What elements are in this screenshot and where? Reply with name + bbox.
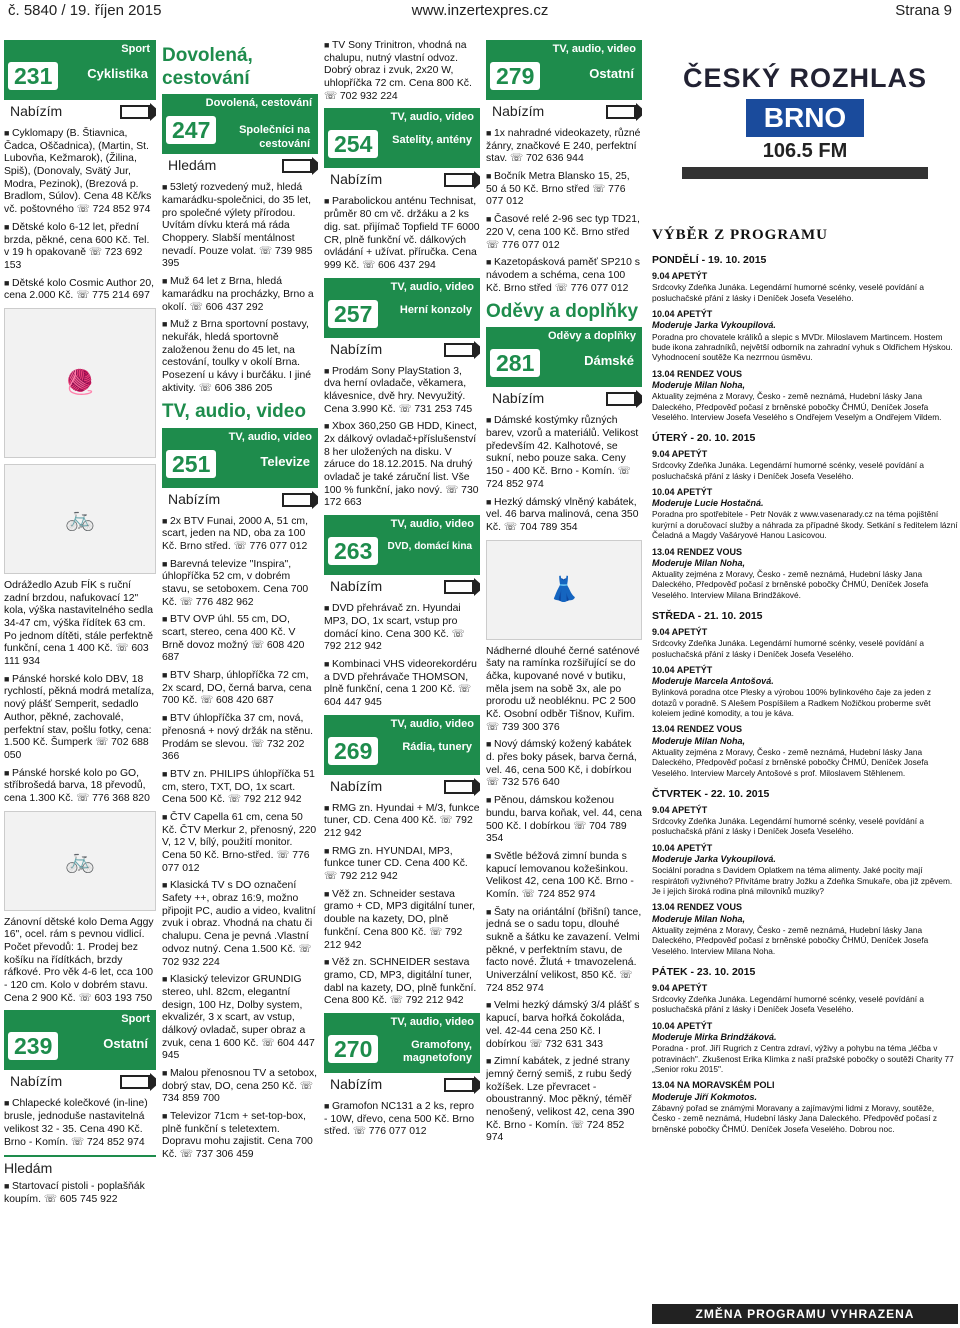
section-number: 270	[328, 1035, 378, 1063]
balance-bike-image: 🚲	[4, 464, 156, 574]
section-bar-label: Nabízím	[10, 1073, 63, 1090]
program-desc: Srdcovky Zdeňka Junáka. Legendární humorné scénky, veselé povídání a posluchačská přání z lásky i Deníček Josefa Veselého.	[652, 460, 924, 481]
program-moderator: Moderuje Milan Noha,	[652, 913, 746, 924]
ad-item: ■ Pánské horské kolo po GO, stříbrošedá barva, 18 převodů, cena 1.300 Kč. ☏ 776 368 820	[4, 768, 156, 806]
ad-item: ■ Pánské horské kolo DBV, 18 rychlostí, pěkná modrá metalíza, nový plášť Semperit, sedadlo Author, pěkné, zachovalé, perfektní stav, pošlu fotky, cena: 1.500 Kč. Šumperk ☏ 702 688 050	[4, 674, 156, 763]
ad-item: ■ Klasická TV s DO označení Safety ++, obraz 16:9, možno připojit PC, audio a video, kvalitní zvuk i obraz. Vhodná na chatu či chalupu. Cena je pevná .Vlastní odvoz nutný. Cena 1.500 Kč. ☏ 702 932 224	[162, 880, 318, 969]
ad-item: ■ Hezký dámský vlněný kabátek, vel. 46 barva malinová, cena 350 Kč. ☏ 704 789 354	[486, 497, 642, 535]
ad-item: ■ BTV Sharp, úhlopříčka 72 cm, 2x scard, DO, černá barva, cena 700 Kč. ☏ 608 420 687	[162, 670, 318, 708]
program-time: 13.04 RENDEZ VOUS	[652, 546, 743, 557]
program-day: ČTVRTEK - 22. 10. 2015	[652, 788, 770, 801]
program-time: 9.04 APETÝT	[652, 626, 708, 637]
arrow-right-icon	[444, 173, 474, 187]
program-moderator: Moderuje Milan Noha,	[652, 735, 746, 746]
ad-item: ■ Zimní kabátek, z jedné strany jemný černý semiš, z rubu šedý kožíšek. Lze převracet - oboustranný. Moc pěkný, téměř nenošený, velikost 42, cena 390 Kč. Brno - Komín. ☏ 724 852 974	[486, 1056, 642, 1145]
ad-item: ■ Časové relé 2-96 sec typ TD21, 220 V, cena 100 Kč. Brno střed ☏ 776 077 012	[486, 214, 642, 252]
section-subtitle: Televize	[260, 453, 310, 469]
ad-item: ■ Televizor 71cm + set-top-box, plně funkční s teletextem. Dopravu mohu zajistit. Cena 700 Kč. ☏ 737 306 459	[162, 1111, 318, 1162]
section-bar-label: Nabízím	[492, 103, 545, 119]
program-desc: Srdcovky Zdeňka Junáka. Legendární humorné scénky, veselé povídání a posluchačské přání z lásky i Deníček Josefa Veselého.	[652, 282, 924, 303]
section-239	[4, 1010, 156, 1092]
section-bar	[324, 1071, 480, 1095]
program-time: 10.04 APETÝT	[652, 309, 713, 320]
program-desc: Aktuality zejména z Moravy, Česko - země neznámá, Hudební lásky Jana Daleckého, Předpověď počasí z brněnské pobočky ČHMÚ, Deníček Josefa Veselého. Interview Josefa Veselého s Ondřejem Veselým a Ondřejem Vildem.	[652, 391, 942, 422]
section-subtitle: Herní konzoly	[399, 303, 472, 316]
program-time: 13.04 NA MORAVSKÉM POLI	[652, 1080, 775, 1091]
section-bar	[324, 573, 480, 597]
category-heading: Dovolená, cestování	[162, 45, 253, 90]
section-bar	[324, 336, 480, 360]
section-bar	[324, 773, 480, 797]
section-bar	[324, 166, 480, 190]
section-category: TV, audio, video	[552, 43, 636, 55]
section-bar	[486, 385, 642, 409]
section-bar-label: Nabízím	[168, 490, 221, 507]
ad-item: ■ Malou přenosnou TV a setobox, dobrý stav, DO, cena 250 Kč. ☏ 734 859 700	[162, 1068, 318, 1106]
column-3	[324, 40, 480, 1144]
ad-item: Nádherné dlouhé černé saténové šaty na ramínka rozšiřující se do áčka, kupované nové v butiku, měla jsem na sobě 3x, ale po prorodu už neobléknu. PC 2 500 Kč. Osobní odběr Tišnov, Kuřim. ☏ 739 300 376	[486, 645, 640, 733]
section-category: Oděvy a doplňky	[547, 330, 636, 343]
section-subtitle: Gramofony, magnetofony	[402, 1038, 472, 1065]
ad-item: ■ BTV zn. PHILIPS úhlopříčka 51 cm, stero, TXT, DO, 1x scart. Cena 500 Kč. ☏ 792 212 942	[162, 769, 318, 807]
program-item	[652, 1021, 958, 1075]
ad-item: ■ Muž z Brna sportovní postavy, nekuřák, hledá sportovně založenou ženu do 45 let, na cestování, toulky v okolí Brna. Posezení u kávy i burčáku. I jiné aktivity. ☏ 606 386 205	[162, 319, 318, 395]
ad-item: ■ Cyklomapy (B. Štiavnica, Čadca, Oščadnica), (Martin, St. Lubovňa, Kežmarok), (Žilina, Spiš), (Donovaly, Svätý Jur, Modra, Pezinok), (Brezová p. Bradlom, Súlov). Cena 48 Kč/ks vč. poštovného ☏ 724 852 974	[4, 128, 156, 217]
program-desc: Aktuality zejména z Moravy, Česko - země neznámá, Hudební lásky Jana Daleckého, Předpověď počasí z brněnské pobočky ČHMÚ, Deníček Josefa Veselého. Interview Milana Brindžákové.	[652, 569, 929, 600]
section-269	[324, 715, 480, 797]
ad-item: ■ Dětské kolo 6-12 let, přední brzda, pěkné, cena 600 Kč. Tel. v 19 h opakovaně ☏ 723 692 153	[4, 222, 156, 273]
section-subtitle: Dámské	[584, 353, 634, 369]
ad-item: ■ Barevná televize "Inspira", úhlopříčka 52 cm, v dobrém stavu, se setoboxem. Cena 700 Kč. ☏ 776 482 962	[162, 559, 318, 610]
ad-item: ■ 2x BTV Funai, 2000 A, 51 cm, scart, jeden na ND, oba za 100 Kč. Brno střed. ☏ 776 077 012	[162, 516, 318, 554]
section-bar-label: Nabízím	[330, 578, 383, 595]
ad-item: ■ Dámské kostýmky různých barev, vzorů a materiálů. Velikost především 42. Kalhotové, se sukní, nebo pouze saka. Ceny 150 - 400 Kč. Brno - Komín. ☏ 724 852 974	[486, 415, 642, 491]
site-url[interactable]: www.inzertexpres.cz	[411, 1, 549, 19]
program-moderator: Moderuje Jarka Vykoupilová.	[652, 320, 776, 331]
page-number: Strana 9	[895, 1, 952, 19]
section-number: 257	[328, 300, 378, 328]
arrow-right-icon	[444, 780, 474, 794]
section-category: TV, audio, video	[390, 717, 474, 730]
program-day: STŘEDA - 21. 10. 2015	[652, 610, 763, 623]
ad-item: ■ BTV úhlopříčka 37 cm, nová, přenosná + nový držák na stěnu. Prodám se slevou. ☏ 732 202 366	[162, 713, 318, 764]
ad-item: ■ Klasický televizor GRUNDIG stereo, uhl. 82cm, elegantní design, 100 Hz, Dolby system, ekvalizér, 3 x scart, av vstup, dálkový ovladač, super obraz a zvuk, cena 1 600 Kč. ☏ 604 447 945	[162, 974, 318, 1063]
program-footer: ZMĚNA PROGRAMU VYHRAZENA	[652, 1304, 958, 1324]
ad-item: ■ Dětské kolo Cosmic Author 20, cena 2.000 Kč. ☏ 775 214 697	[4, 278, 156, 303]
section-category: TV, audio, video	[228, 430, 312, 443]
ad-item: ■ Šaty na oriántální (břišní) tance, jedná se o sadu topu, dlouhé sukně a šátku ke zavazení. Velmi pěkné, v perfektním stavu, de facto nové. Žlutá + tmavozelená. Univerzální velikost, 850 Kč. ☏ 724 852 974	[486, 907, 642, 996]
column-1	[4, 40, 156, 1212]
radio-program	[652, 40, 958, 1140]
kids-bike-image: 🚲	[4, 811, 156, 911]
program-time: 10.04 APETÝT	[652, 486, 713, 497]
section-bar-label: Nabízím	[330, 1075, 383, 1092]
program-desc: Srdcovky Zdeňka Junáka. Legendární humorné scénky, veselé povídání a posluchačská přání z lásky i Deníček Josefa Veselého.	[652, 638, 924, 659]
section-number: 269	[328, 737, 378, 765]
ad-item: ■ Nový dámský kožený kabátek d. přes boky pásek, barva černá, vel. 46, cena 500 Kč, i dobírkou ☏ 732 576 640	[486, 739, 642, 790]
program-item	[652, 983, 958, 1015]
section-number: 247	[166, 116, 216, 144]
program-time: 13.04 RENDEZ VOUS	[652, 902, 743, 913]
section-number: 231	[8, 62, 58, 90]
program-desc: Aktuality zejména z Moravy, Česko - země neznámá, Hudební lásky Jana Daleckého, Předpověď počasí z brněnské pobočky ČHMÚ, Deníček Josefa Veselého. Interview Marcely Antošové s prof. Miloslavem Stěhlenem.	[652, 746, 929, 778]
section-subtitle: DVD, domácí kina	[387, 541, 472, 553]
radio-logo	[652, 62, 958, 212]
program-time: 10.04 APETÝT	[652, 842, 713, 853]
section-number: 279	[490, 62, 540, 90]
column-4	[486, 40, 642, 1150]
section-subtitle: Ostatní	[589, 66, 634, 81]
ad-item: ■ Pěnou, dámskou koženou bundu, barva koňak, vel. 44, cena 500 Kč. I dobírkou ☏ 704 789 354	[486, 795, 642, 846]
yarn-image: 🧶	[4, 308, 156, 458]
section-category: TV, audio, video	[390, 280, 474, 293]
radio-city: BRNO	[746, 99, 864, 137]
program-item	[652, 309, 958, 363]
ad-item: ■ Startovací pistoli - poplašňák koupím. ☏ 605 745 922	[4, 1181, 156, 1206]
program-time: 9.04 APETÝT	[652, 982, 708, 993]
ad-item: ■ Chlapecké kolečkové (in-line) brusle, jednoduše nastavitelná velikost 32 - 35. Cena 490 Kč. Brno - Komín. ☏ 724 852 974	[4, 1098, 156, 1149]
frequency-strip	[682, 167, 928, 179]
page-header	[0, 0, 960, 22]
program-day: PÁTEK - 23. 10. 2015	[652, 965, 756, 978]
section-bar-label: Nabízím	[10, 103, 63, 119]
program-desc: Srdcovky Zdeňka Junáka. Legendární humorné scénky, veselé povídání a posluchačská přání z lásky i Deníček Josefa Veselého.	[652, 994, 924, 1015]
ad-item: ■ Věž zn. SCHNEIDER sestava gramo, CD, MP3, digitální tuner, dabl na kazety, DO, plně funkční. Cena 800 Kč. ☏ 792 212 942	[324, 957, 480, 1008]
section-subtitle: Společníci na cestování	[239, 124, 310, 150]
section-bar	[486, 98, 642, 122]
program-item	[652, 369, 958, 423]
program-desc: Srdcovky Zdeňka Junáka. Legendární humorné scénky, veselé povídání a posluchačská přání z lásky i Deníček Josefa Veselého.	[652, 816, 924, 837]
ad-item: ■ ČTV Capella 61 cm, cena 50 Kč. ČTV Merkur 2, přenosný, 220 V, 12 V, bílý, použití monitor. Cena 50 Kč. Brno-střed. ☏ 776 077 012	[162, 812, 318, 875]
program-desc: Poradna pro chovatele králíků a slepic s MVDr. Miloslavem Martincem. Hostem bude ikona zahradníků, největší odborník na zahradní vyhuk s Oldřichem Hýskou. Vyhodnocení soutěže Ka nezrrnou úsměvu.	[652, 331, 953, 363]
program-time: 9.04 APETÝT	[652, 271, 708, 282]
program-moderator: Moderuje Milan Noha,	[652, 379, 746, 390]
arrow-right-icon	[444, 580, 474, 594]
arrow-right-icon	[606, 105, 636, 119]
arrow-right-icon	[444, 1078, 474, 1092]
section-number: 281	[490, 349, 540, 377]
section-bar	[162, 152, 318, 176]
program-desc: Bylinková poradna otce Plesky a výrobou 100% bylinkového čaje za jeden z dotazů v poradně. S Alešem Pospíšilem a Radkem Nožičkou proberme svět koleiem jediné komodity, a tou je káva.	[652, 687, 932, 719]
section-subtitle: Satelity, antény	[392, 134, 472, 147]
category-heading: TV, audio, video	[162, 401, 306, 423]
arrow-right-icon	[120, 105, 150, 119]
ad-item: Zánovní dětské kolo Dema Aggy 16", ocel. rám s pevnou vidlicí. Počet převodů: 1. Prodej bez košíku na řídítkách, brzdy ráfkové. Pro věk 4-6 let, cca 100 - 120 cm. Kolo v dobrém stavu. Cena 2 900 Kč. ☏ 603 193 750	[4, 916, 154, 1004]
program-desc: Poradna pro spotřebitele - Petr Novák z www.vasenarady.cz na téma pojištění kurýrní a doručovací služby a náhrada za případné škody. Setkání s ředitelem lázní Čeladná a Magdy Vašáryové Hanou Lasicovou.	[652, 509, 958, 541]
program-moderator: Moderuje Lucie Hostačná.	[652, 498, 764, 509]
arrow-right-icon	[282, 493, 312, 507]
section-279	[486, 40, 642, 122]
section-270	[324, 1013, 480, 1095]
program-item	[652, 547, 958, 601]
section-257	[324, 278, 480, 360]
program-item	[652, 449, 958, 481]
section-category: TV, audio, video	[390, 111, 474, 124]
program-moderator: Moderuje Milan Noha,	[652, 557, 746, 568]
program-moderator: Moderuje Jarka Vykoupilová.	[652, 854, 776, 865]
section-251	[162, 428, 318, 510]
ad-item: ■ Prodám Sony PlayStation 3, dva herní ovladače, věkamera, klávesnice, dvě hry. Nevyužitý. Cena 3.990 Kč. ☏ 731 253 745	[324, 366, 480, 417]
program-moderator: Moderuje Marcela Antošová.	[652, 676, 774, 687]
program-moderator: Moderuje Mirka Brindžáková.	[652, 1032, 777, 1042]
radio-brand: ČESKÝ ROZHLAS	[682, 63, 928, 93]
program-time: 10.04 APETÝT	[652, 1020, 713, 1031]
ad-item: ■ Xbox 360,250 GB HDD, Kinect, 2x dálkový ovladač+příslušenství 8 her uložených na disku. V záruce do 18.12.2015. Na druhý ovladač je také záruční list. Vše 100 % funkční, jako nový. ☏ 730 172 663	[324, 421, 480, 510]
program-day: PONDĚLÍ - 19. 10. 2015	[652, 254, 767, 267]
program-item	[652, 902, 958, 956]
program-item	[652, 843, 958, 897]
section-bar	[4, 1068, 156, 1092]
section-231	[4, 40, 156, 122]
section-number: 251	[166, 450, 216, 478]
ad-item: ■ Bočník Metra Blansko 15, 25, 50 á 50 Kč. Brno střed ☏ 776 077 012	[486, 171, 642, 209]
ad-item: ■ Muž 64 let z Brna, hledá kamarádku na procházky, Brno a okolí. ☏ 606 437 292	[162, 276, 318, 314]
program-desc: Zábavný pořad se známými Moravany a zajímavými lidmi z Moravy, soutěže, Česko - země neznámá, Hudební lásky Jana Daleckého. Předpověď počasí z brněnské pobočky ČHMÚ. Deníček Josefa Veselého. Dobrou noc.	[652, 1102, 938, 1134]
program-time: 9.04 APETÝT	[652, 804, 708, 815]
ad-item: ■ Věž zn. Schneider sestava gramo + CD, MP3 digitální tuner, double na kazety, DO, plně funkční. Cena 800 Kč. ☏ 792 212 942	[324, 889, 480, 952]
program-time: 13.04 RENDEZ VOUS	[652, 368, 743, 379]
ad-item: ■ Kazetopásková paměť SP210 s návodem a schéma, cena 100 Kč. Brno střed ☏ 776 077 012	[486, 257, 642, 295]
section-category: TV, audio, video	[390, 518, 474, 531]
program-days	[652, 254, 958, 1134]
ad-item: ■ DVD přehrávač zn. Hyundai MP3, DO, 1x scart, vstup pro domácí kino. Cena 300 Kč. ☏ 792 212 942	[324, 603, 480, 654]
section-bar-label: Nabízím	[330, 340, 383, 357]
ad-item: Odrážedlo Azub FÍK s ruční zadní brzdou, nafukovací 12" kola, výška nastavitelného sedla 34-47 cm, výška řídítek 63 cm. Po jednom dítěti, stále perfektně funkční, cena 1 400 Kč. ☏ 603 111 934	[4, 579, 154, 668]
section-254	[324, 108, 480, 190]
section-bar-label: Nabízím	[330, 777, 383, 794]
arrow-right-icon	[444, 343, 474, 357]
program-item	[652, 271, 958, 303]
ad-item: ■ 1x nahradné videokazety, různé žánry, značkové E 240, perfektní stav. ☏ 702 636 944	[486, 128, 642, 166]
arrow-right-icon	[606, 392, 636, 406]
program-item	[652, 665, 958, 719]
program-title: VÝBĚR Z PROGRAMU	[652, 227, 828, 243]
program-time: 9.04 APETÝT	[652, 449, 708, 460]
section-281	[486, 327, 642, 409]
section-category: Dovolená, cestování	[205, 97, 312, 110]
section-bar-label: Hledám	[168, 157, 217, 174]
program-time: 13.04 RENDEZ VOUS	[652, 724, 743, 735]
section-bar-label: Nabízím	[330, 171, 383, 188]
section-bar-label: Nabízím	[492, 390, 545, 407]
column-2	[162, 40, 318, 1167]
arrow-right-icon	[120, 1075, 150, 1089]
ad-item: ■ Velmi hezký dámský 3/4 plášť s kapucí, barva hořká čokoláda, vel. 42-44 cena 250 Kč. I dobírkou ☏ 732 631 343	[486, 1000, 642, 1051]
ad-item: ■ Parabolickou anténu Technisat, průměr 80 cm vč. držáku a 2 ks dig. sat. přijímač Topfield TF 6000 CR, plně funkční vč. dálkových ovládání + užívat. příručka. Cena 999 Kč. ☏ 606 437 294	[324, 196, 480, 272]
dress-image: 👗	[486, 540, 642, 640]
section-subtitle: Cyklistika	[87, 66, 148, 81]
issue-number: č. 5840 / 19. říjen 2015	[8, 1, 162, 19]
program-desc: Aktuality zejména z Moravy, Česko - země neznámá, Hudební lásky Jana Daleckého, Předpověď počasí z brněnské pobočky ČHMÚ, Deníček Josefa Veselého. Interview Milana Noha.	[652, 924, 929, 956]
arrow-left-icon	[282, 159, 312, 173]
program-item	[652, 487, 958, 541]
ad-item: ■ RMG zn. HYUNDAI, MP3, funkce tuner CD. Cena 400 Kč. ☏ 792 212 942	[324, 846, 480, 884]
section-bar	[162, 486, 318, 510]
section-number: 263	[328, 537, 378, 565]
ad-item: ■ Světle béžová zimní bunda s kapucí lemovanou kožešinkou. Velikost 42, cena 100 Kč. Brno - Komín. ☏ 724 852 974	[486, 851, 642, 902]
program-item	[652, 805, 958, 837]
section-263	[324, 515, 480, 597]
section-subtitle: Ostatní	[103, 1036, 148, 1052]
radio-frequency: 106.5 FM	[762, 140, 848, 163]
ad-item: ■ RMG zn. Hyundai + M/3, funkce tuner, CD. Cena 400 Kč. ☏ 792 212 942	[324, 803, 480, 841]
ad-item: ■ Kombinaci VHS videorekordéru a DVD přehrávače THOMSON, plně funkční, cena 1 200 Kč. ☏ 604 447 945	[324, 659, 480, 710]
section-category: Sport	[121, 1013, 150, 1026]
ad-item: ■ 53letý rozvedený muž, hledá kamarádku-společnici, do 35 let, pro společné výlety přírodou. Uvítám dívku která má ráda Choppery. Slabší mentálnost nevadí. Pouze volat. ☏ 739 985 395	[162, 182, 318, 271]
category-heading: Oděvy a doplňky	[486, 301, 639, 323]
program-desc: Poradna - prof. Jiří Rugrich z Centra zdraví, výživy a pohybu na téma „léčba v potravinách". Zkušenost Erika Klimka z naší pražské pobočky o soutěži Charity 77 „Senior roku 2015".	[652, 1043, 954, 1074]
program-desc: Sociální poradna s Davidem Oplatkem na téma alimenty. Jaké pocity mají respirátoři vyživného? Přivítáme bratry Jožku a Zdeňka Smukaře, oba již zpěvem. Je i jejich široká rodina plná milovníků muziky?	[652, 865, 953, 897]
section-bar	[4, 98, 156, 122]
ad-item: ■ Gramofon NC131 a 2 ks, repro - 10W, dřevo, cena 500 Kč. Brno střed. ☏ 776 077 012	[324, 1101, 480, 1139]
program-moderator: Moderuje Jiří Kokmotos.	[652, 1091, 758, 1102]
program-item	[652, 724, 958, 778]
ad-item: ■ TV Sony Trinitron, vhodná na chalupu, nutný vlastní odvoz. Dobrý obraz i zvuk, 2x20 W, uhlopříčka 72 cm. Cena 800 Kč. ☏ 702 932 224	[324, 40, 480, 103]
section-247	[162, 94, 318, 176]
program-day: ÚTERÝ - 20. 10. 2015	[652, 432, 756, 445]
section-number: 254	[328, 130, 378, 158]
ad-item: ■ BTV OVP úhl. 55 cm, DO, scart, stereo, cena 400 Kč. V Brně dovoz možný ☏ 608 420 687	[162, 614, 318, 665]
program-item	[652, 627, 958, 659]
section-subtitle: Rádia, tunery	[402, 740, 472, 753]
program-time: 10.04 APETÝT	[652, 664, 713, 675]
program-item	[652, 1080, 958, 1134]
section-category: Sport	[121, 43, 150, 55]
section-number: 239	[8, 1032, 58, 1060]
section-category: TV, audio, video	[390, 1015, 474, 1028]
seeking-heading: Hledám	[4, 1155, 156, 1177]
